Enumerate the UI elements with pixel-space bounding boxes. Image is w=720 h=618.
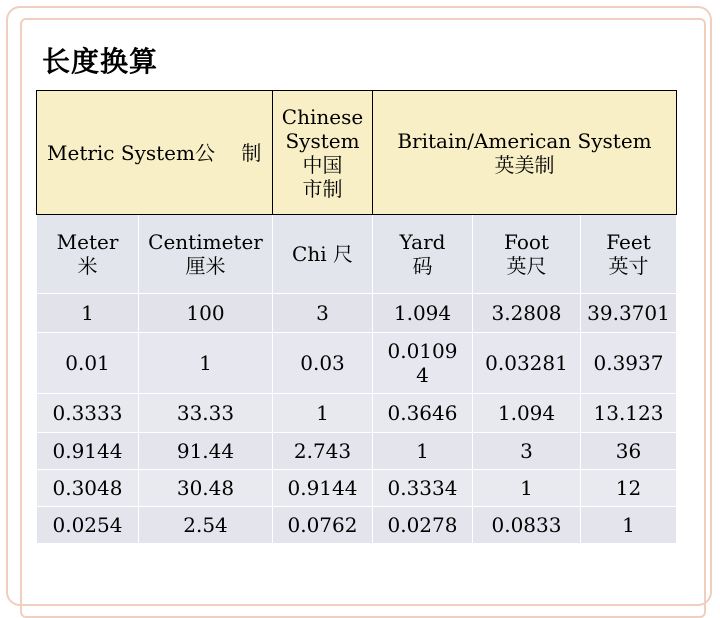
table-cell: 0.0109 4: [373, 333, 473, 394]
table-row: [37, 507, 677, 544]
table-cell: 0.9144: [273, 470, 373, 507]
table-cell: 1: [373, 433, 473, 470]
table-cell: 33.33: [139, 394, 273, 433]
table-cell: 3: [273, 294, 373, 333]
header-brit-line-1: Britain/American System: [397, 128, 652, 153]
table-cell: 1: [581, 507, 677, 544]
table-cell: 13.123: [581, 394, 677, 433]
table-cell: 0.3334: [373, 470, 473, 507]
header-chinese-line-4: 市制: [302, 176, 343, 201]
table-cell: 0.3048: [37, 470, 139, 507]
unit-centimeter: Centimeter 厘米: [139, 215, 273, 294]
table-cell: 0.3333: [37, 394, 139, 433]
table-cell: 0.9144: [37, 433, 139, 470]
header-metric-system: Metric System公 制: [37, 91, 273, 215]
header-brit-line-2: 英美制: [494, 152, 555, 177]
table-cell: 91.44: [139, 433, 273, 470]
table-row: [37, 470, 677, 507]
unit-subheader-row: [37, 215, 677, 294]
table-row: [37, 333, 677, 394]
table-cell: 1: [139, 333, 273, 394]
table-cell: 0.03281: [473, 333, 581, 394]
table-cell: 0.0762: [273, 507, 373, 544]
header-chinese-system: [273, 91, 373, 215]
table-cell: 100: [139, 294, 273, 333]
table-cell: 1: [37, 294, 139, 333]
table-cell: 39.3701: [581, 294, 677, 333]
unit-meter: Meter 米: [37, 215, 139, 294]
table-cell: 0.0254: [37, 507, 139, 544]
table-cell: 0.0278: [373, 507, 473, 544]
table-cell: 0.01: [37, 333, 139, 394]
table-cell: 1: [273, 394, 373, 433]
table-row: [37, 294, 677, 333]
table-cell: 0.03: [273, 333, 373, 394]
table-cell: 2.743: [273, 433, 373, 470]
length-conversion-table: [36, 90, 677, 543]
table-cell: 3.2808: [473, 294, 581, 333]
table-cell: 36: [581, 433, 677, 470]
table-cell: 0.3937: [581, 333, 677, 394]
header-british-american-system: [373, 91, 677, 215]
table-row: [37, 433, 677, 470]
table-cell: 2.54: [139, 507, 273, 544]
table-cell: 30.48: [139, 470, 273, 507]
header-chinese-line-3: 中国: [302, 152, 343, 177]
unit-feet: Feet 英寸: [581, 215, 677, 294]
table-header-row: [37, 91, 677, 215]
table-row: [37, 394, 677, 433]
table-cell: 1: [473, 470, 581, 507]
table-cell: 1.094: [473, 394, 581, 433]
table-cell: 0.3646: [373, 394, 473, 433]
unit-foot: Foot 英尺: [473, 215, 581, 294]
page-title: 长度换算: [42, 45, 159, 78]
header-chinese-line-1: Chinese: [281, 104, 364, 129]
unit-yard: Yard 码: [373, 215, 473, 294]
header-chinese-line-2: System: [285, 128, 360, 153]
table-cell: 3: [473, 433, 581, 470]
table-cell: 12: [581, 470, 677, 507]
table-cell: 0.0833: [473, 507, 581, 544]
table-cell: 1.094: [373, 294, 473, 333]
unit-chi: Chi 尺: [273, 215, 373, 294]
